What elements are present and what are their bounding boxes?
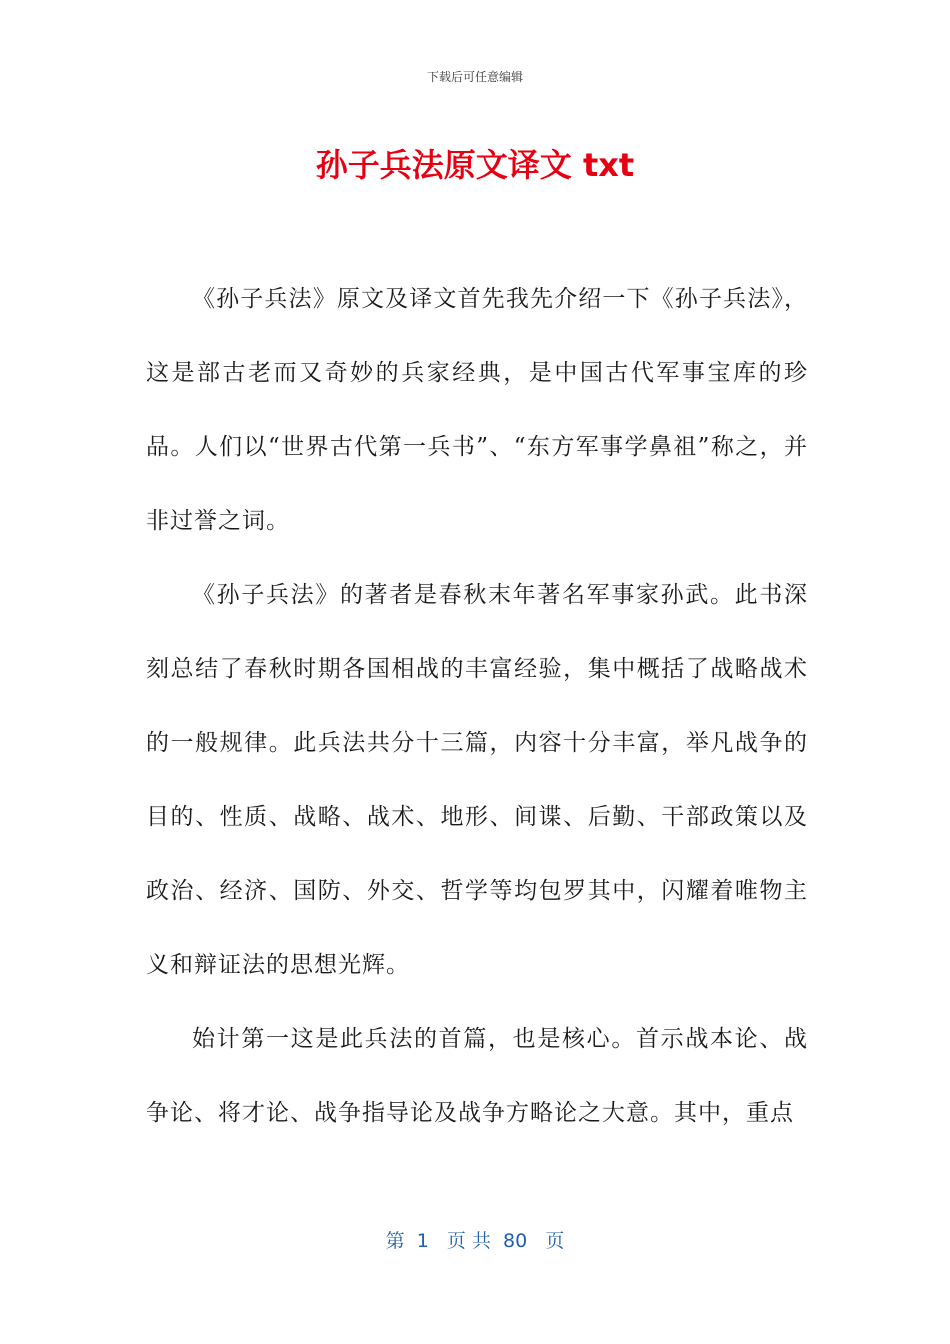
paragraph: 始计第一这是此兵法的首篇，也是核心。首示战本论、战争论、将才论、战争指导论及战争方略论之大意。其中，重点 xyxy=(146,1026,808,1126)
paragraph: 《孙子兵法》原文及译文首先我先介绍一下《孙子兵法》，这是部古老而又奇妙的兵家经典，是中国古代军事宝库的珍品。人们以“世界古代第一兵书”、“东方军事学鼻祖”称之，并非过誉之词。 xyxy=(146,286,808,534)
page-number-footer: 第 1 页 共 80 页 xyxy=(385,1230,565,1252)
header-note: 下载后可任意编辑 xyxy=(426,70,523,84)
paragraph: 《孙子兵法》的著者是春秋末年著名军事家孙武。此书深刻总结了春秋时期各国相战的丰富经验，集中概括了战略战术的一般规律。此兵法共分十三篇，内容十分丰富，举凡战争的目的、性质、战略、战术、地形、间谍、后勤、干部政策以及政治、经济、国防、外交、哲学等均包罗其中，闪耀着唯物主义和辩证法的思想光辉。 xyxy=(146,582,808,978)
document-body xyxy=(146,262,808,1150)
document-title: 孙子兵法原文译文 txt xyxy=(315,146,635,184)
